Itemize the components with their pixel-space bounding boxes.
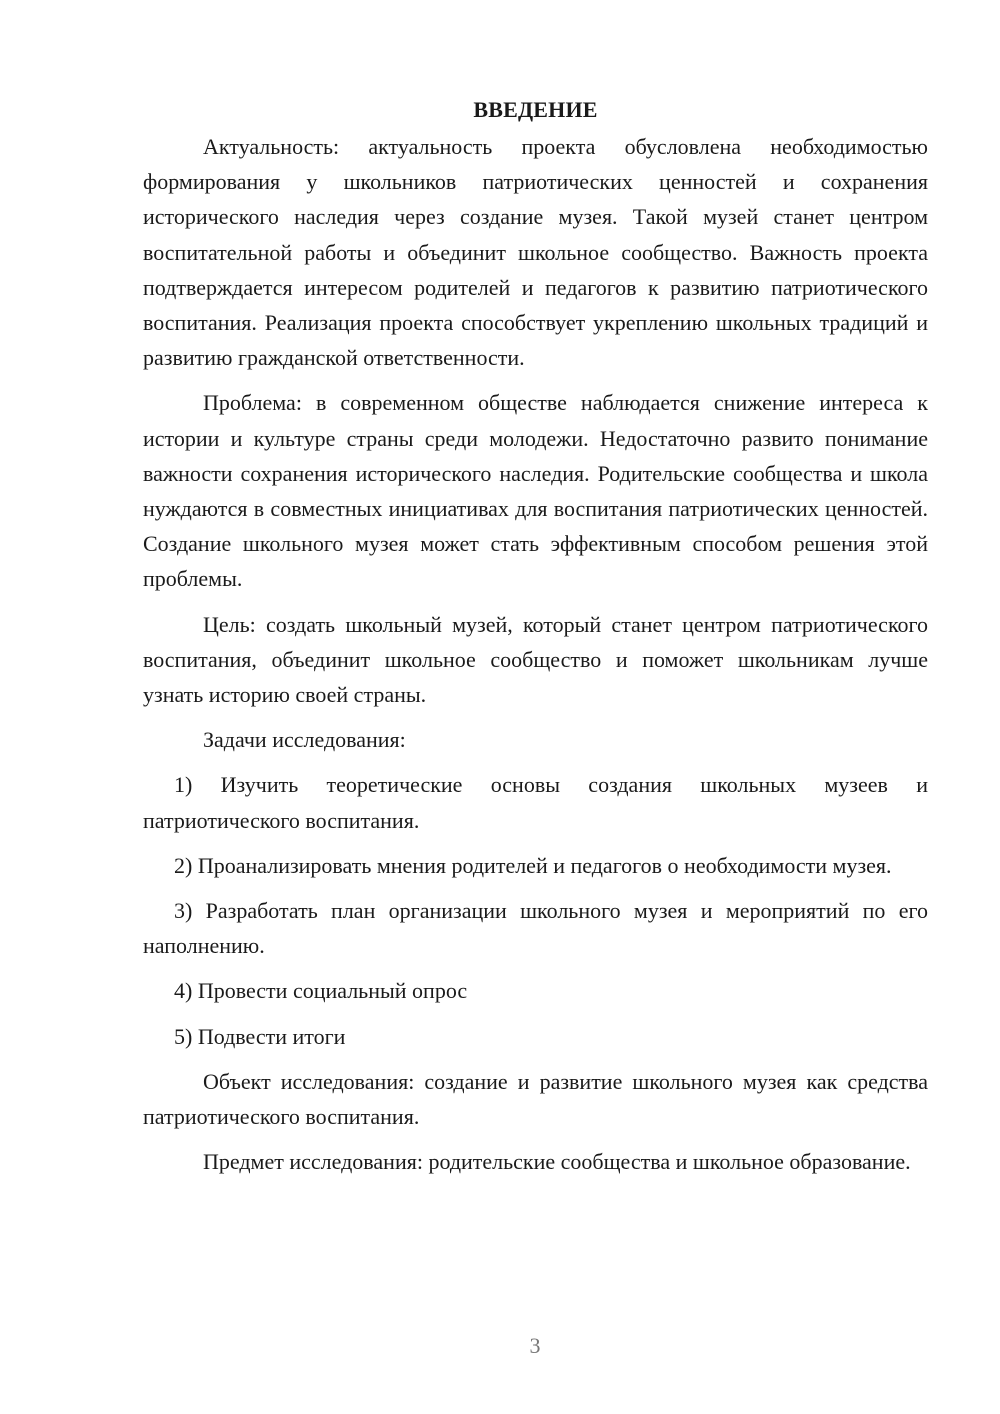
task-item-1: 1) Изучить теоретические основы создания школьных музеев и патриотического воспитания. [143,772,928,833]
task-item-4: 4) Провести социальный опрос [174,978,468,1004]
task-item-3: 3) Разработать план организации школьного музея и мероприятий по его наполнению. [143,898,928,959]
goal-paragraph: Цель: создать школьный музей, который станет центром патриотического воспитания, объединит школьное сообщество и поможет школьникам лучше узнать историю своей страны. [143,611,928,708]
page-number: 3 [529,1333,541,1358]
task-item-5: 5) Подвести итоги [174,1023,346,1049]
document-heading: ВВЕДЕНИЕ [473,97,598,122]
relevance-paragraph: Актуальность: актуальность проекта обусловлена необходимостью формирования у школьников патриотических ценностей и сохранения исторического наследия через создание музея. Такой музей станет центром воспитательной работы и объединит школьное сообщество. Важность проекта подтверждается интересом родителей и педагогов к развитию патриотического воспитания. Реализация проекта способствует укреплению школьных традиций и развитию гражданской ответственности. [143,134,928,371]
document-page [143,92,928,1189]
task-item-2: 2) Проанализировать мнения родителей и педагогов о необходимости музея. [174,852,892,878]
tasks-title: Задачи исследования: [203,727,406,753]
object-paragraph: Объект исследования: создание и развитие школьного музея как средства патриотического воспитания. [143,1068,928,1130]
subject-paragraph: Предмет исследования: родительские сообщества и школьное образование. [203,1149,911,1175]
problem-paragraph: Проблема: в современном обществе наблюдается снижение интереса к истории и культуре страны среди молодежи. Недостаточно развито понимание важности сохранения исторического наследия. Родительские сообщества и школа нуждаются в совместных инициативах для воспитания патриотических ценностей. Создание школьного музея может стать эффективным способом решения этой проблемы. [143,390,928,592]
